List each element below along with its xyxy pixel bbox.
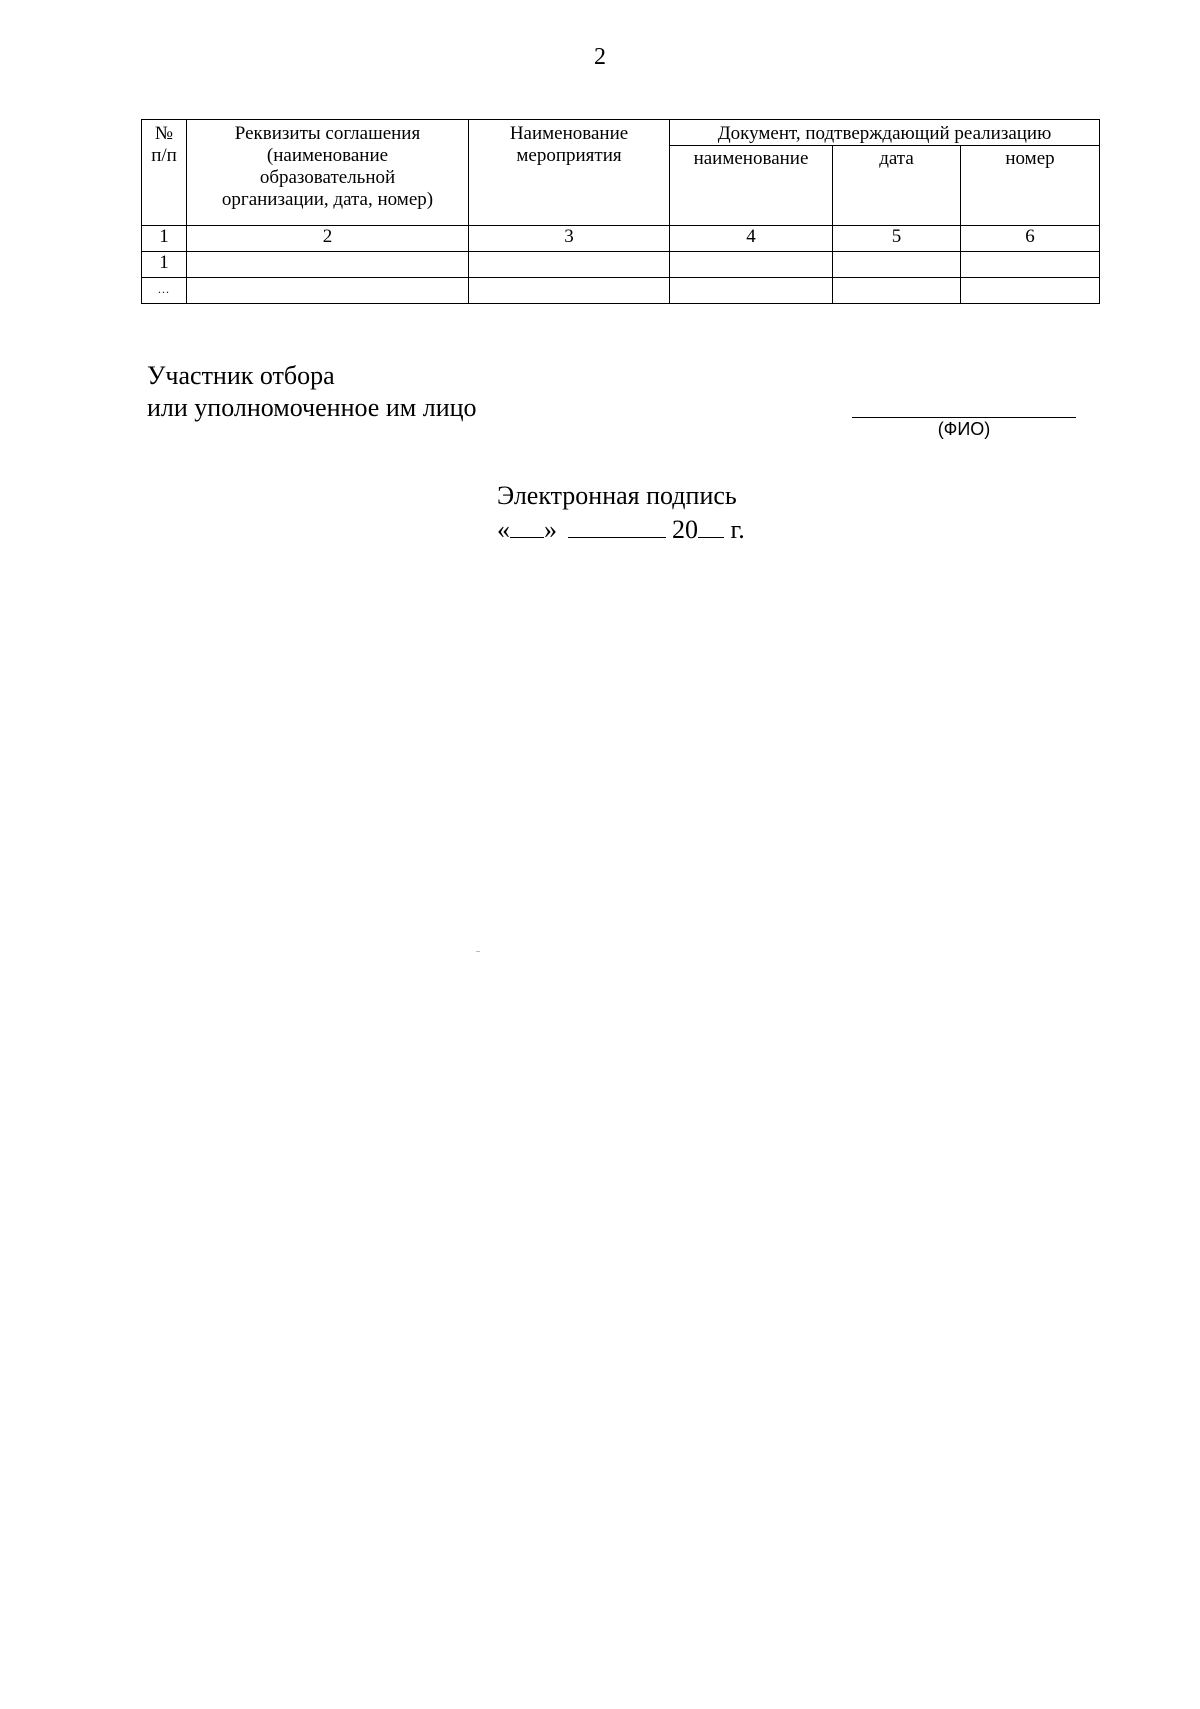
table-cell: ... (142, 278, 187, 304)
column-number: 1 (142, 226, 187, 252)
header-number-line: п/п (151, 145, 177, 166)
header-agreement-line: организации, дата, номер) (221, 189, 434, 210)
column-number: 5 (833, 226, 961, 252)
signer-line-2: или уполномоченное им лицо (147, 393, 477, 422)
table-cell (833, 278, 961, 304)
table-cell (187, 252, 469, 278)
year-blank (698, 515, 724, 538)
table-cell (670, 252, 833, 278)
table-cell (670, 278, 833, 304)
scan-speck (476, 951, 480, 952)
column-number: 4 (670, 226, 833, 252)
header-event-line: мероприятия (516, 145, 622, 166)
table-row (142, 278, 1100, 304)
table-cell (833, 252, 961, 278)
table-row (142, 252, 1100, 278)
header-agreement-line: образовательной (259, 167, 396, 188)
column-number-row (142, 226, 1100, 252)
header-agreement-line: (наименование (266, 145, 389, 166)
table-cell (469, 278, 670, 304)
header-event-line: Наименование (509, 123, 629, 144)
year-suffix: г. (730, 515, 745, 544)
quote-close: » (544, 515, 557, 544)
table-cell (469, 252, 670, 278)
header-doc-date: дата (833, 146, 961, 226)
header-row-top (142, 120, 1100, 146)
table-cell (187, 278, 469, 304)
header-agreement-line: Реквизиты соглашения (234, 123, 421, 144)
table-cell (961, 278, 1100, 304)
header-number (142, 120, 187, 226)
column-number: 6 (961, 226, 1100, 252)
quote-open: « (497, 515, 510, 544)
header-event-name (469, 120, 670, 226)
month-blank (568, 515, 666, 538)
electronic-signature-label: Электронная подпись (497, 481, 737, 510)
header-doc-number: номер (961, 146, 1100, 226)
table-cell: 1 (142, 252, 187, 278)
header-number-line: № (154, 123, 174, 144)
page-number: 2 (594, 44, 606, 70)
report-table (141, 119, 1100, 304)
column-number: 2 (187, 226, 469, 252)
table-cell (961, 252, 1100, 278)
fio-label: (ФИО) (937, 419, 991, 439)
column-number: 3 (469, 226, 670, 252)
date-line (497, 514, 745, 546)
header-agreement-details (187, 120, 469, 226)
day-blank (510, 515, 544, 538)
signer-block (147, 360, 477, 424)
header-document-group: Документ, подтверждающий реализацию (670, 120, 1100, 146)
year-prefix: 20 (672, 515, 698, 544)
header-doc-name: наименование (670, 146, 833, 226)
signer-line-1: Участник отбора (147, 361, 335, 390)
fio-signature-line (852, 417, 1076, 418)
